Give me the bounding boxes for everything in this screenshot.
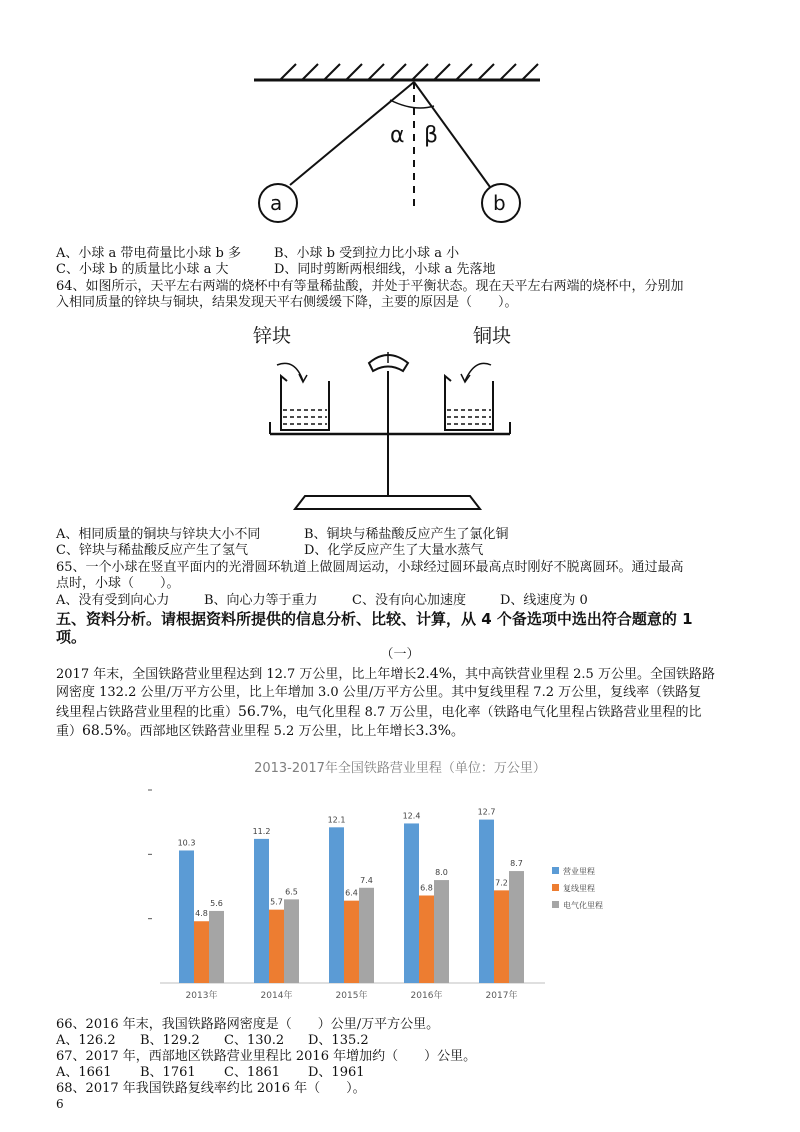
q64-options-row-1 bbox=[56, 527, 509, 543]
q63-option-c[interactable]: C、小球 b 的质量比小球 a 大 bbox=[56, 262, 229, 277]
bar-营业里程-2017年 bbox=[479, 820, 494, 983]
data-label: 5.6 bbox=[210, 898, 223, 908]
q66-stem: 66、2016 年末，我国铁路路网密度是（ ）公里/万平方公里。 bbox=[56, 1017, 440, 1032]
q63-option-a[interactable]: A、小球 a 带电荷量比小球 b 多 bbox=[56, 246, 241, 261]
material-text: 2017 年末，全国铁路营业里程达到 12.7 万公里，比上年增长 bbox=[56, 667, 417, 682]
data-label: 12.4 bbox=[402, 811, 421, 821]
q66-option-c[interactable]: C、130.2 bbox=[224, 1033, 285, 1048]
chart-title: 2013-2017年全国铁路营业里程（单位：万公里） bbox=[254, 761, 546, 776]
material-line-1 bbox=[56, 665, 715, 684]
bar-营业里程-2015年 bbox=[329, 827, 344, 983]
chart-legend bbox=[552, 866, 603, 910]
q63-option-b[interactable]: B、小球 b 受到拉力比小球 a 小 bbox=[274, 246, 460, 261]
left-beaker bbox=[277, 363, 329, 430]
material-percent: 56.7% bbox=[238, 704, 283, 720]
legend-label: 电气化里程 bbox=[563, 901, 603, 910]
q65-options-row bbox=[56, 593, 588, 609]
bar-电气化里程-2017年 bbox=[509, 871, 524, 983]
x-tick-label: 2015年 bbox=[335, 991, 368, 1001]
q64-stem-line-1: 64、如图所示，天平左右两端的烧杯中有等量稀盐酸，并处于平衡状态。现在天平左右两端的烧杯中，分别加 bbox=[56, 279, 684, 294]
q64-option-b[interactable]: B、铜块与稀盐酸反应产生了氯化铜 bbox=[304, 527, 509, 542]
bar-复线里程-2016年 bbox=[419, 896, 434, 983]
q67-option-c[interactable]: C、1861 bbox=[224, 1065, 281, 1080]
data-label: 8.7 bbox=[510, 859, 523, 869]
legend-swatch bbox=[552, 867, 559, 874]
x-tick-label: 2016年 bbox=[410, 991, 443, 1001]
q63-options-row-2 bbox=[56, 262, 495, 278]
section5-subheading: （一） bbox=[380, 647, 420, 662]
data-label: 7.4 bbox=[360, 875, 373, 885]
q65-stem-line-1: 65、一个小球在竖直平面内的光滑圆环轨道上做圆周运动，小球经过圆环最高点时刚好不脱离圆环。通过最高 bbox=[56, 560, 684, 575]
legend-label: 复线里程 bbox=[563, 884, 595, 893]
zinc-label: 锌块 bbox=[253, 325, 292, 347]
bar-复线里程-2015年 bbox=[344, 901, 359, 983]
pendulum-figure bbox=[240, 60, 560, 230]
data-label: 5.7 bbox=[270, 897, 283, 907]
angle-beta-label: β bbox=[424, 123, 439, 148]
bar-电气化里程-2016年 bbox=[434, 880, 449, 983]
q67-option-b[interactable]: B、1761 bbox=[140, 1065, 196, 1080]
material-line-4 bbox=[56, 722, 464, 741]
data-label: 4.8 bbox=[195, 909, 208, 919]
legend-swatch bbox=[552, 901, 559, 908]
q64-options-row-2 bbox=[56, 543, 483, 559]
material-text: 重） bbox=[56, 724, 83, 739]
bar-复线里程-2017年 bbox=[494, 890, 509, 983]
data-label: 12.1 bbox=[327, 815, 346, 825]
bar-复线里程-2013年 bbox=[194, 921, 209, 983]
section5-title-line-1: 五、资料分析。请根据资料所提供的信息分析、比较、计算，从 4 个备选项中选出符合题意的 1 bbox=[56, 610, 693, 628]
x-tick-label: 2014年 bbox=[260, 991, 293, 1001]
material-line-2: 网密度 132.2 公里/万平方公里，比上年增加 3.0 公里/万平方公里。其中复线里程 7.2 万公里，复线率（铁路复 bbox=[56, 685, 702, 700]
copper-label: 铜块 bbox=[473, 325, 512, 347]
q64-stem-line-2: 入相同质量的锌块与铜块，结果发现天平右侧缓缓下降，主要的原因是（ ）。 bbox=[56, 295, 518, 310]
data-label: 6.4 bbox=[345, 888, 358, 898]
chart-bars bbox=[179, 820, 524, 983]
q63-options-row-1 bbox=[56, 246, 459, 262]
x-tick-label: 2013年 bbox=[185, 991, 218, 1001]
q68-stem: 68、2017 年我国铁路复线率约比 2016 年（ ）。 bbox=[56, 1081, 366, 1096]
data-label: 6.8 bbox=[420, 883, 433, 893]
data-label: 6.5 bbox=[285, 887, 298, 897]
bar-营业里程-2014年 bbox=[254, 839, 269, 983]
data-label: 10.3 bbox=[177, 838, 196, 848]
bar-电气化里程-2013年 bbox=[209, 911, 224, 983]
balance-figure bbox=[253, 318, 535, 523]
bar-营业里程-2013年 bbox=[179, 850, 194, 983]
q64-option-a[interactable]: A、相同质量的铜块与锌块大小不同 bbox=[56, 527, 261, 542]
legend-label: 营业里程 bbox=[563, 867, 595, 876]
legend-swatch bbox=[552, 884, 559, 891]
data-label: 7.2 bbox=[495, 878, 508, 888]
q67-stem: 67、2017 年，西部地区铁路营业里程比 2016 年增加约（ ）公里。 bbox=[56, 1049, 477, 1064]
page-number: 6 bbox=[56, 1097, 64, 1111]
material-text: ，其中高铁营业里程 2.5 万公里。全国铁路路 bbox=[452, 667, 715, 682]
material-text: 。 bbox=[451, 724, 465, 739]
q64-option-d[interactable]: D、化学反应产生了大量水蒸气 bbox=[304, 543, 484, 558]
data-label: 8.0 bbox=[435, 868, 448, 878]
section5-title-line-2: 项。 bbox=[56, 628, 87, 646]
bar-电气化里程-2014年 bbox=[284, 899, 299, 983]
railway-mileage-chart bbox=[140, 750, 640, 1015]
material-percent: 2.4% bbox=[416, 666, 453, 682]
q65-stem-line-2: 点时，小球（ ）。 bbox=[56, 576, 180, 591]
q66-options-row bbox=[56, 1033, 369, 1049]
material-text: 。西部地区铁路营业里程 5.2 万公里，比上年增长 bbox=[126, 724, 416, 739]
q66-option-a[interactable]: A、126.2 bbox=[56, 1033, 116, 1048]
material-text: 线里程占铁路营业里程的比重） bbox=[56, 705, 239, 720]
q65-option-c[interactable]: C、没有向心加速度 bbox=[352, 593, 466, 608]
q63-option-d[interactable]: D、同时剪断两根细线，小球 a 先落地 bbox=[274, 262, 496, 277]
ball-b-label: b bbox=[493, 191, 506, 215]
q65-option-a[interactable]: A、没有受到向心力 bbox=[56, 593, 170, 608]
q65-option-d[interactable]: D、线速度为 0 bbox=[500, 593, 588, 608]
right-beaker bbox=[445, 363, 493, 430]
material-line-3 bbox=[56, 703, 701, 722]
q65-option-b[interactable]: B、向心力等于重力 bbox=[204, 593, 318, 608]
chart-x-ticks bbox=[186, 989, 518, 1001]
angle-alpha-label: α bbox=[390, 123, 405, 148]
q66-option-b[interactable]: B、129.2 bbox=[140, 1033, 200, 1048]
q64-option-c[interactable]: C、锌块与稀盐酸反应产生了氢气 bbox=[56, 543, 248, 558]
data-label: 12.7 bbox=[477, 807, 496, 817]
x-tick-label: 2017年 bbox=[485, 991, 518, 1001]
material-percent: 3.3% bbox=[415, 723, 452, 739]
balance-base bbox=[295, 496, 480, 509]
q67-option-d[interactable]: D、1961 bbox=[308, 1065, 365, 1080]
ball-a-label: a bbox=[270, 191, 283, 215]
q67-option-a[interactable]: A、1661 bbox=[56, 1065, 112, 1080]
bar-营业里程-2016年 bbox=[404, 823, 419, 983]
material-percent: 68.5% bbox=[82, 723, 127, 739]
data-label: 11.2 bbox=[252, 826, 271, 836]
q66-option-d[interactable]: D、135.2 bbox=[308, 1033, 369, 1048]
bar-复线里程-2014年 bbox=[269, 910, 284, 983]
bar-电气化里程-2015年 bbox=[359, 888, 374, 983]
material-text: ，电气化里程 8.7 万公里，电化率（铁路电气化里程占铁路营业里程的比 bbox=[282, 705, 702, 720]
q67-options-row bbox=[56, 1065, 365, 1081]
